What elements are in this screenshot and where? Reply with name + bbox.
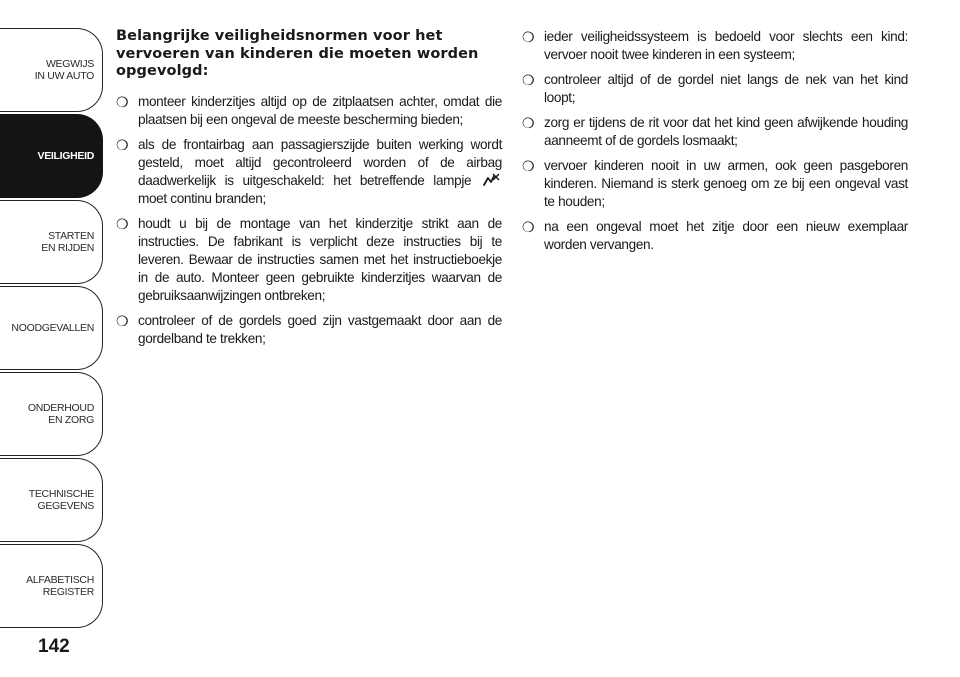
list-item bbox=[116, 312, 502, 348]
left-column bbox=[116, 28, 502, 355]
tab-noodgevallen[interactable] bbox=[0, 286, 103, 370]
list-item-text-continued: moet continu branden; bbox=[138, 190, 266, 206]
tab-label: ALFABETISCH REGISTER bbox=[26, 574, 94, 598]
section-heading: Belangrijke veiligheidsnormen voor het vervoeren van kinderen die moeten worden opgevolgd: bbox=[116, 28, 479, 79]
tab-starten[interactable] bbox=[0, 200, 103, 284]
list-item-text: monteer kinderzitjes altijd op de zitplaatsen achter, omdat die plaatsen bij een ongeval de meeste bescherming bieden; bbox=[138, 93, 502, 127]
list-item-text: controleer altijd of de gordel niet langs de nek van het kind loopt; bbox=[544, 72, 908, 105]
tab-alfabetisch-register[interactable] bbox=[0, 544, 103, 628]
tab-veiligheid[interactable] bbox=[0, 114, 103, 198]
tab-technische-gegevens[interactable] bbox=[0, 458, 103, 542]
tab-label: ONDERHOUD EN ZORG bbox=[27, 402, 94, 426]
tab-wegwijs[interactable] bbox=[0, 28, 103, 112]
right-column bbox=[522, 28, 908, 261]
bullet-marker: ❍ bbox=[116, 93, 129, 110]
page-number: 142 bbox=[38, 636, 70, 657]
bullet-marker: ❍ bbox=[522, 115, 535, 131]
safety-rules-list-continued bbox=[522, 28, 908, 254]
list-item bbox=[522, 157, 908, 211]
list-item-text: als de frontairbag aan passagierszijde buiten werking wordt gesteld, moet altijd gecontroleerd worden of de airbag daadwerkelijk is uitgeschakeld: het betreffende lampje bbox=[138, 136, 502, 188]
list-item bbox=[116, 215, 502, 305]
list-item bbox=[522, 28, 908, 64]
list-item-text: na een ongeval moet het zitje door een nieuw exemplaar worden vervangen. bbox=[544, 219, 908, 252]
bullet-marker: ❍ bbox=[522, 158, 535, 174]
list-item-text: ieder veiligheidssysteem is bedoeld voor slechts een kind: vervoer nooit twee kinderen in een systeem; bbox=[544, 29, 908, 62]
bullet-marker: ❍ bbox=[116, 312, 129, 329]
tab-onderhoud[interactable] bbox=[0, 372, 103, 456]
list-item-text: vervoer kinderen nooit in uw armen, ook geen pasgeboren kinderen. Niemand is sterk genoeg om ze bij een ongeval vast te houden; bbox=[544, 158, 908, 209]
bullet-marker: ❍ bbox=[522, 72, 535, 88]
airbag-off-warning-icon bbox=[482, 173, 500, 187]
list-item bbox=[522, 71, 908, 107]
tab-label: VEILIGHEID bbox=[37, 150, 94, 162]
list-item bbox=[522, 218, 908, 254]
list-item bbox=[116, 93, 502, 129]
list-item bbox=[522, 114, 908, 150]
list-item-text: controleer of de gordels goed zijn vastgemaakt door aan de gordelband te trekken; bbox=[138, 312, 502, 346]
bullet-marker: ❍ bbox=[116, 215, 129, 232]
tab-label: NOODGEVALLEN bbox=[11, 322, 94, 334]
bullet-marker: ❍ bbox=[116, 136, 129, 153]
bullet-marker: ❍ bbox=[522, 29, 535, 45]
list-item-text: houdt u bij de montage van het kinderzitje strikt aan de instructies. De fabrikant is verplicht deze instructies bij te leveren. Bewaar de instructies samen met het instructieboekje in de auto. Monteer geen gebruikte kinderzitjes waarvan de gebruiksaanwijzingen ontbreken; bbox=[138, 215, 502, 303]
list-item bbox=[116, 136, 502, 208]
list-item-text: zorg er tijdens de rit voor dat het kind geen afwijkende houding aanneemt of de gordels losmaakt; bbox=[544, 115, 908, 148]
safety-rules-list bbox=[116, 93, 502, 348]
tab-label: STARTEN EN RIJDEN bbox=[41, 230, 94, 254]
bullet-marker: ❍ bbox=[522, 219, 535, 235]
tab-label: TECHNISCHE GEGEVENS bbox=[28, 488, 94, 512]
tab-label: WEGWIJS IN UW AUTO bbox=[34, 58, 94, 82]
